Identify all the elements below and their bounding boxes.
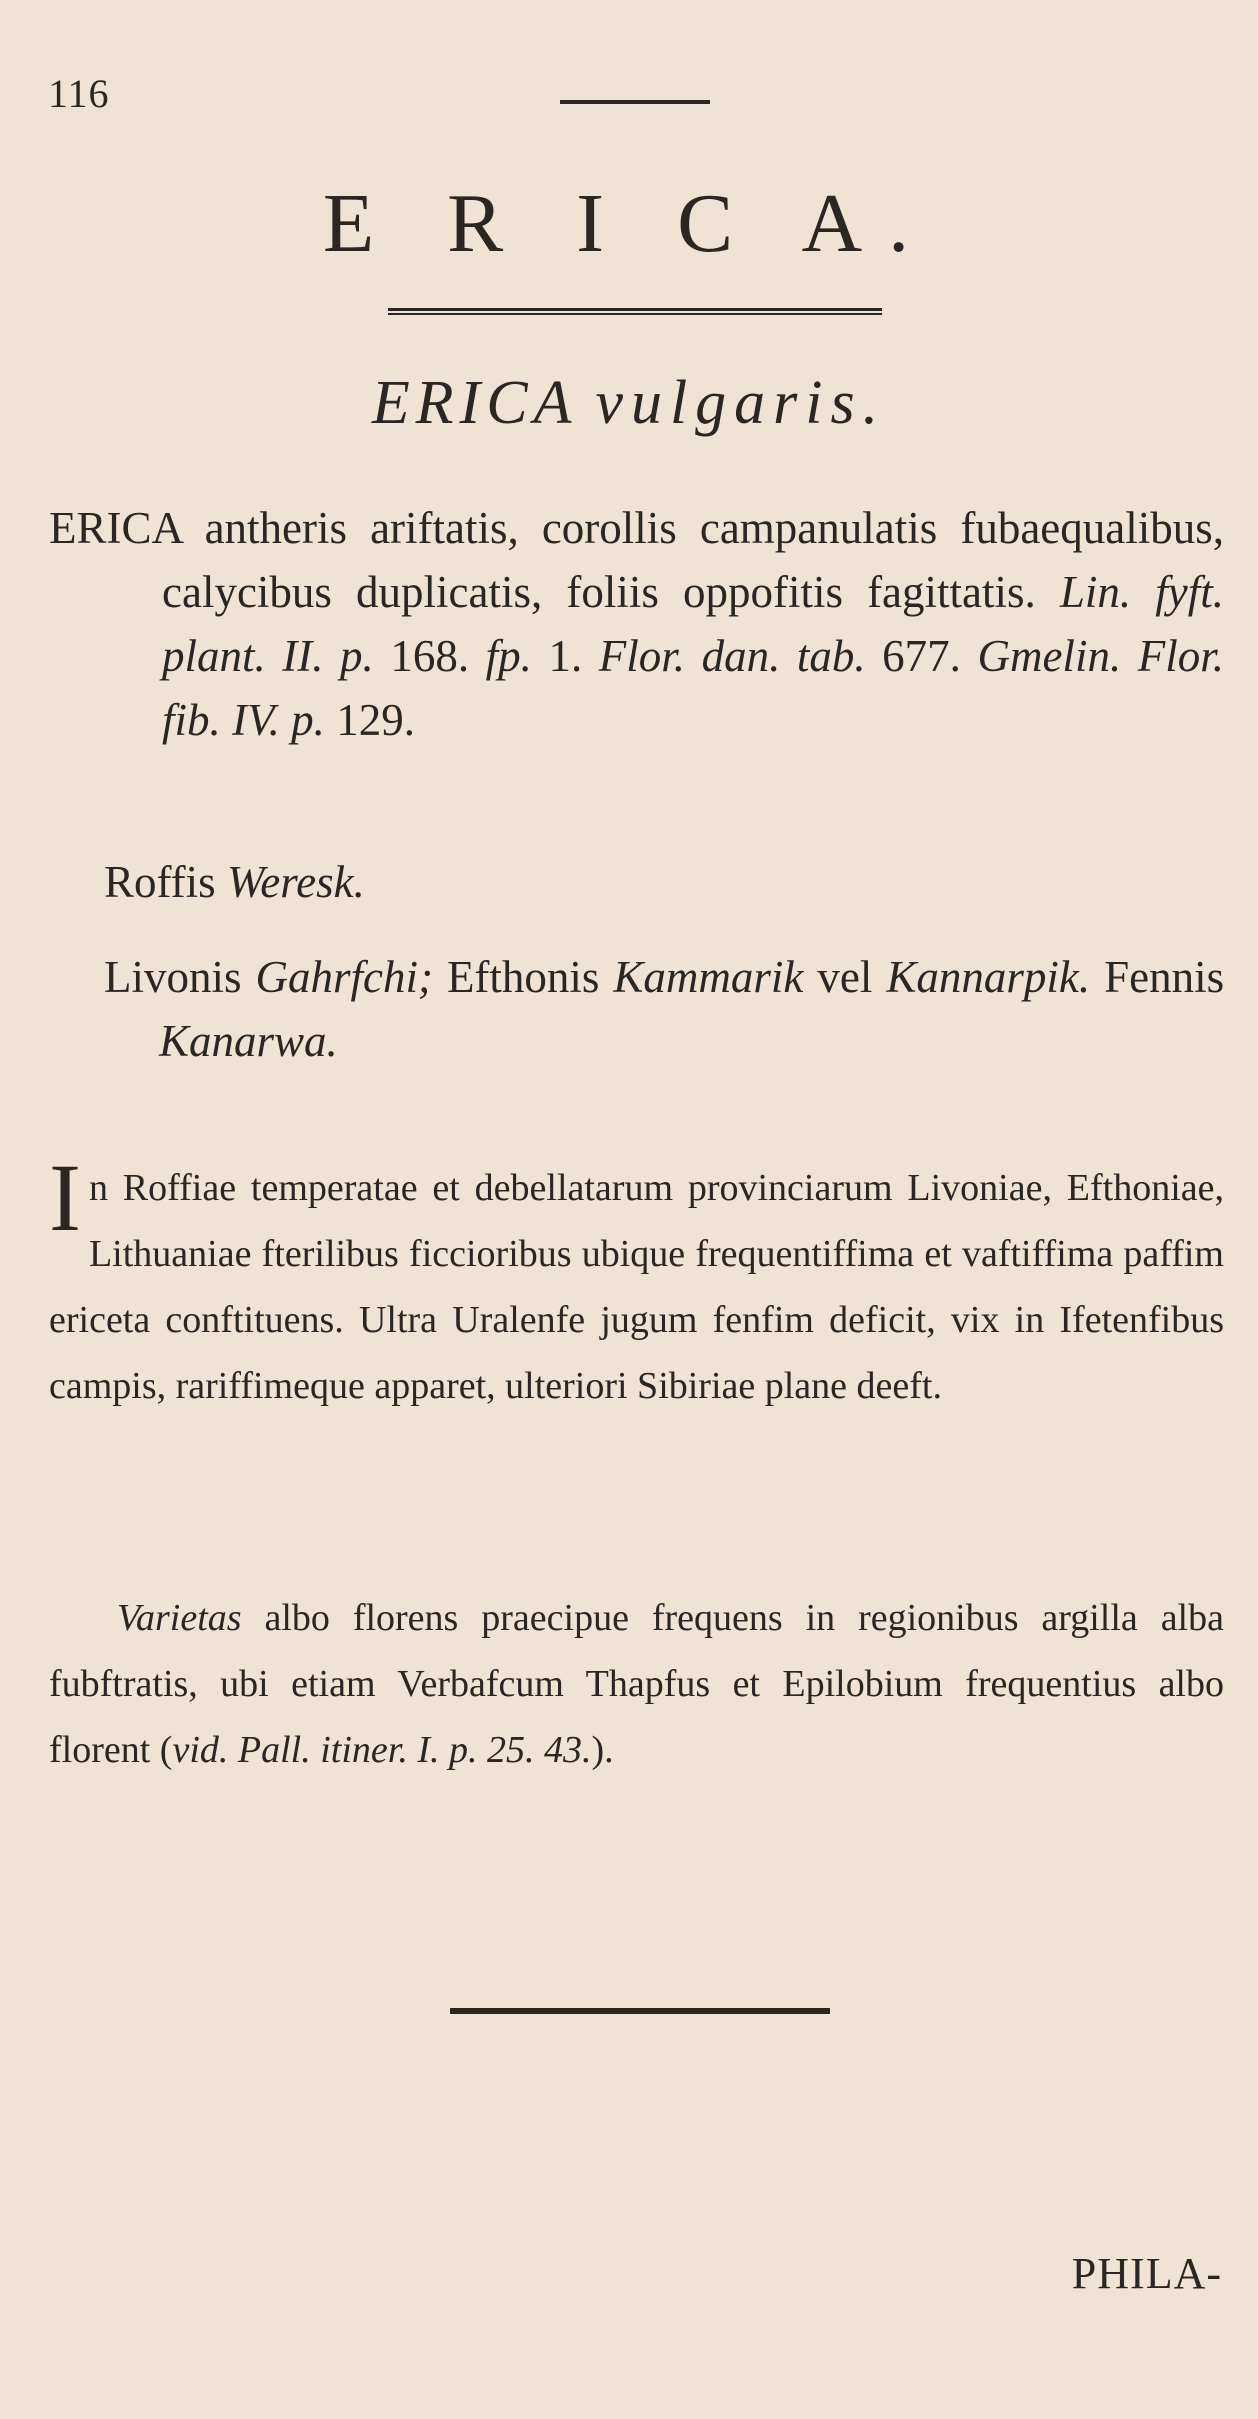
reference-flora-danica-table: 677.	[865, 631, 978, 681]
reference-linnaeus-page: 168.	[373, 631, 486, 681]
estonian-name: Kammarik	[613, 952, 804, 1002]
page-number: 116	[48, 71, 110, 116]
species-heading	[0, 368, 1258, 439]
variety-paragraph	[49, 1585, 1224, 1783]
conjunction-vel: vel	[817, 952, 873, 1002]
vernacular-names	[104, 945, 1224, 1073]
russian-name-label: Roffis	[104, 857, 216, 907]
livonian-label: Livonis	[104, 952, 242, 1002]
title-double-rule	[388, 308, 882, 315]
closing-rule	[450, 2008, 830, 2014]
catchword: PHILA-	[1071, 2249, 1222, 2298]
species-description	[49, 496, 1224, 752]
variety-text: albo florens praecipue frequens in regionibus argilla alba fubftratis, ubi etiam Verbafcum Thapfus et Epilobium frequentius albo florent (	[49, 1597, 1224, 1771]
estonian-label: Efthonis	[446, 952, 600, 1002]
species-genus: ERICA	[371, 369, 578, 437]
reference-gmelin-page: 129.	[324, 695, 415, 745]
reference-linnaeus: Lin. fyft. plant. II. p.	[162, 567, 1225, 681]
variety-close: ).	[591, 1729, 614, 1771]
reference-species: fp.	[485, 631, 532, 681]
livonian-name: Gahrfchi;	[255, 952, 433, 1002]
pallas-reference: vid. Pall. itiner. I. p. 25. 43.	[172, 1729, 592, 1771]
finnish-label: Fennis	[1104, 952, 1225, 1002]
drop-cap: I	[49, 1144, 81, 1251]
description-text: antheris ariftatis, corollis campanulatis fubaequalibus, calycibus duplicatis, foliis oppofitis fagittatis.	[162, 503, 1224, 617]
distribution-paragraph	[49, 1144, 1224, 1419]
description-lead: ERICA	[49, 503, 182, 553]
russian-name-value: Weresk.	[226, 857, 365, 907]
reference-species-number: 1.	[531, 631, 599, 681]
russian-name	[104, 850, 1224, 914]
header-rule	[560, 100, 710, 104]
finnish-name: Kanarwa.	[159, 1016, 338, 1066]
genus-title: E R I C A.	[322, 177, 936, 270]
reference-gmelin: Gmelin. Flor. fib. IV. p.	[162, 631, 1224, 745]
reference-flora-danica: Flor. dan. tab.	[598, 631, 866, 681]
estonian-name-alt: Kannarpik.	[886, 952, 1091, 1002]
distribution-text: n Roffiae temperatae et debellatarum provinciarum Livoniae, Efthoniae, Lithuaniae fterilibus ficcioribus ubique frequentiffima et vaftiffima paffim ericeta conftituens. Ultra Uralenfe jugum fenfim deficit, vix in Ifetenfibus campis, rariffimeque apparet, ulteriori Sibiriae plane deeft.	[49, 1167, 1224, 1407]
species-epithet: vulgaris.	[595, 369, 887, 437]
varietas-word: Varietas	[117, 1597, 242, 1639]
